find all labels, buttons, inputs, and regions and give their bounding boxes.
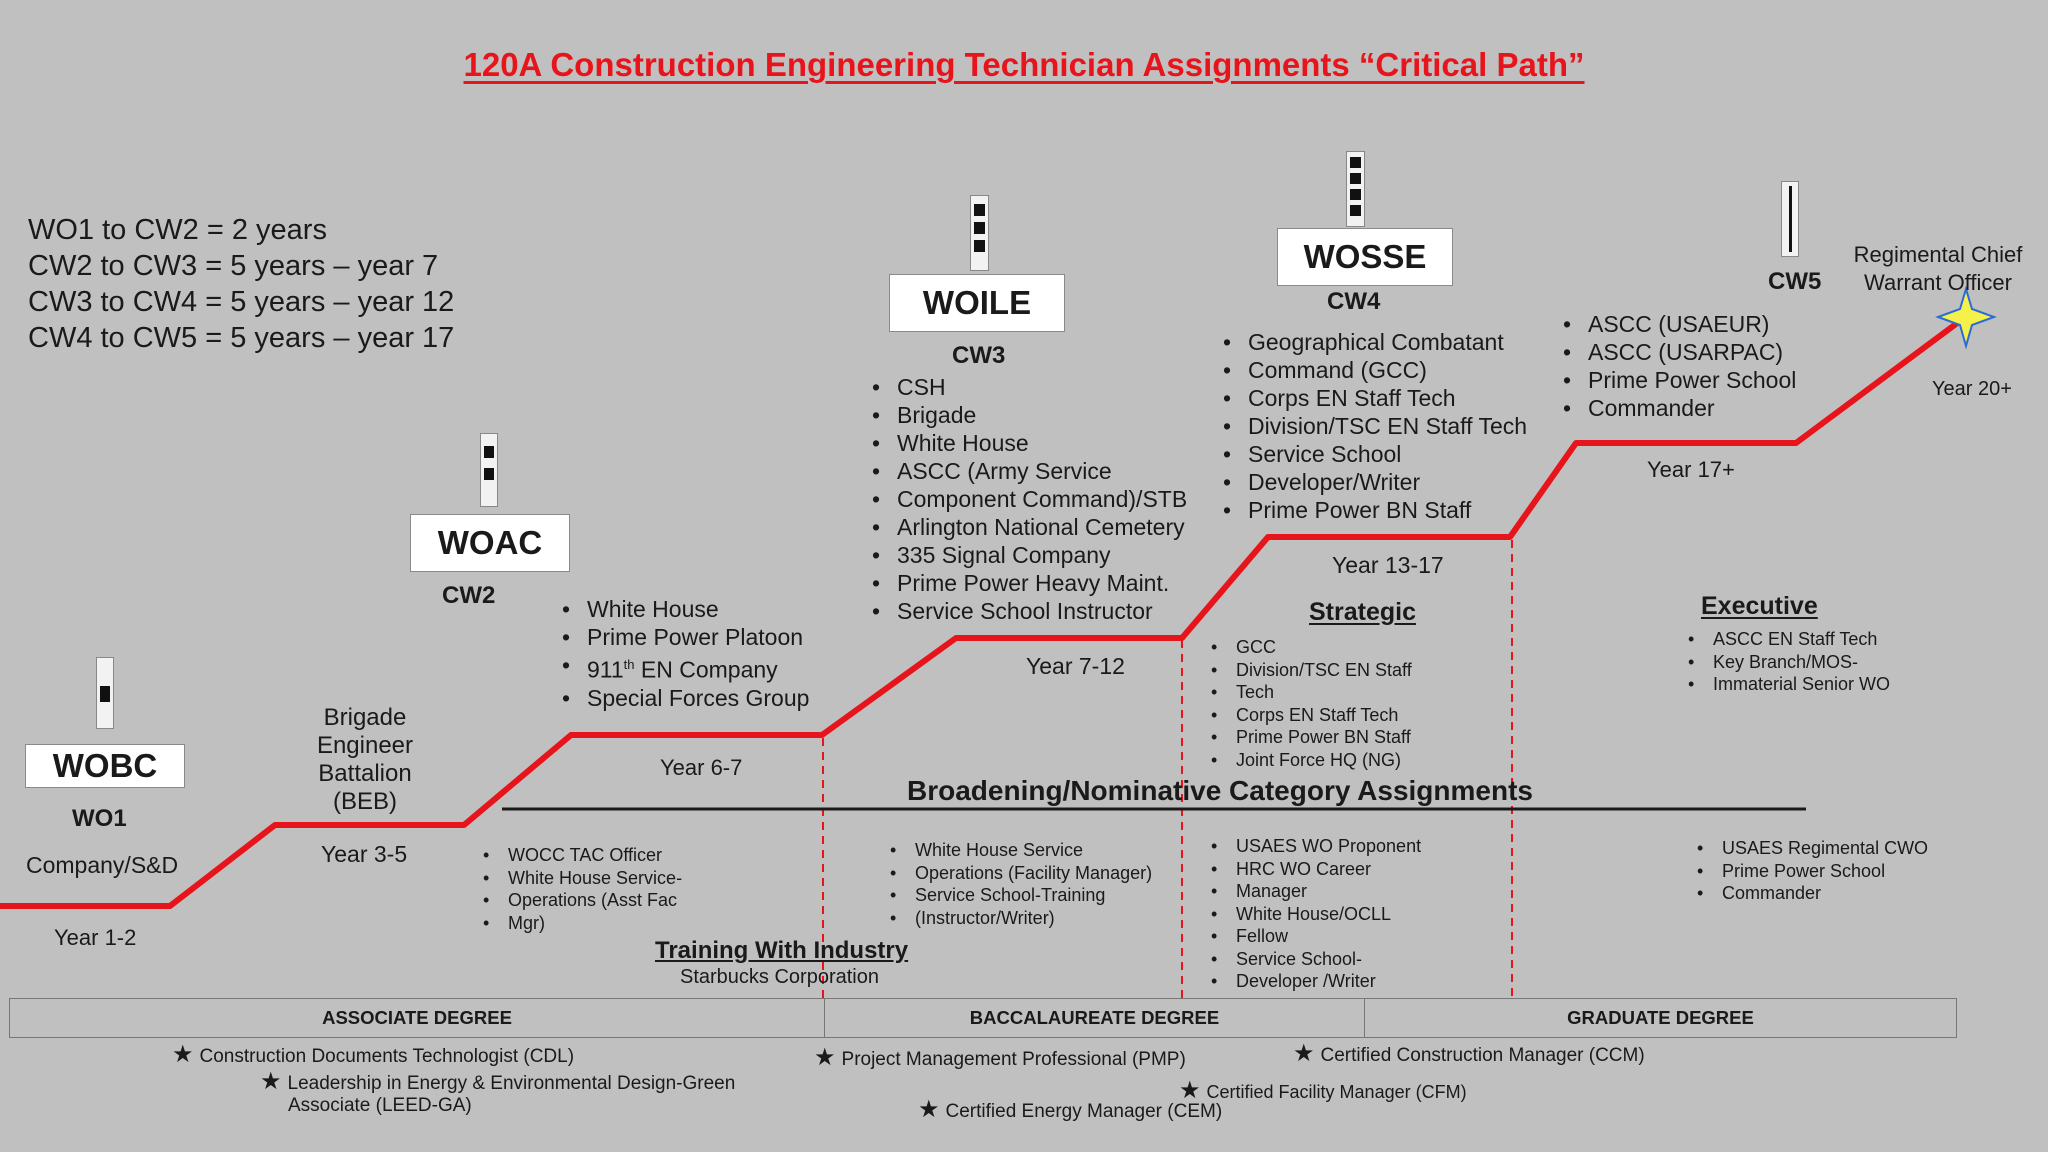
list-item: • Prime Power School — [1559, 366, 1796, 394]
list-item: • Arlington National Cemetery — [868, 513, 1187, 541]
tenure-line: WO1 to CW2 = 2 years — [28, 214, 327, 246]
course-name: WOBC — [52, 747, 158, 784]
twi-company: Starbucks Corporation — [680, 966, 879, 988]
list-item: • Joint Force HQ (NG) — [1207, 749, 1412, 772]
strategic-heading: Strategic — [1309, 598, 1416, 626]
page-title: 120A Construction Engineering Technician Assignments “Critical Path” — [463, 46, 1585, 83]
cert-text: Project Management Professional (PMP) — [841, 1049, 1186, 1070]
broadening-col-1 — [479, 844, 682, 934]
tenure-line: CW3 to CW4 = 5 years – year 12 — [28, 286, 455, 318]
tenure-summary — [28, 212, 454, 356]
rcwo-year: Year 20+ — [1932, 378, 2012, 400]
list-item: • Special Forces Group — [558, 684, 809, 712]
cw4-rank: CW4 — [1327, 288, 1381, 315]
wosse-course-box — [1277, 228, 1453, 286]
list-item-continued: • Command (GCC) — [1219, 356, 1527, 384]
list-item-continued: • Immaterial Senior WO — [1684, 673, 1890, 696]
list-item: • White House — [868, 429, 1187, 457]
list-item: • White House Service — [886, 839, 1152, 862]
wo1-insignia-icon — [96, 657, 114, 729]
list-item-continued: • Commander — [1693, 882, 1928, 905]
list-item: • USAES WO Proponent — [1207, 835, 1421, 858]
list-item: • ASCC EN Staff Tech — [1684, 628, 1890, 651]
list-item-continued: • Fellow — [1207, 925, 1421, 948]
cert-text: Certified Facility Manager (CFM) — [1206, 1082, 1467, 1102]
broadening-col-4 — [1693, 837, 1928, 905]
star-icon: ★ — [1179, 1077, 1201, 1104]
list-item: • Service School-Training — [886, 884, 1152, 907]
list-item: • Division/TSC EN Staff — [1207, 659, 1412, 682]
cert-ccm — [1293, 1042, 1645, 1067]
list-item-continued: • Commander — [1559, 394, 1796, 422]
beb-assignment: Brigade Engineer Battalion (BEB) — [316, 704, 414, 815]
cw5-rank: CW5 — [1768, 268, 1822, 295]
list-item: • Prime Power Platoon — [558, 623, 809, 651]
list-item: • Prime Power School — [1693, 860, 1928, 883]
twi-heading: Training With Industry — [655, 937, 909, 964]
star-icon: ★ — [814, 1044, 836, 1071]
list-item-continued: • (Instructor/Writer) — [886, 907, 1152, 930]
cw4-insignia-icon — [1346, 151, 1365, 227]
cert-cdl — [172, 1043, 574, 1068]
list-item: • White House/OCLL — [1207, 903, 1421, 926]
list-item: • ASCC (USAEUR) — [1559, 310, 1796, 338]
list-item: • Corps EN Staff Tech — [1219, 384, 1527, 412]
cw4-assignments — [1219, 328, 1527, 524]
cw4-year: Year 13-17 — [1332, 552, 1444, 578]
wo1-assignment: Company/S&D — [26, 852, 179, 878]
beb-year: Year 3-5 — [321, 841, 408, 867]
cw3-insignia-icon — [970, 195, 989, 271]
cw3-assignments — [868, 373, 1187, 625]
list-item: • Service School- — [1207, 948, 1421, 971]
executive-heading: Executive — [1701, 592, 1818, 620]
list-item: • 911th EN Company — [558, 651, 809, 684]
list-item: • Service School Instructor — [868, 597, 1187, 625]
cw5-insignia-icon — [1781, 181, 1799, 257]
list-item: • CSH — [868, 373, 1187, 401]
wobc-course-box — [25, 744, 185, 788]
list-item-continued: • Manager — [1207, 880, 1421, 903]
list-item-continued: • Developer/Writer — [1219, 468, 1527, 496]
list-item: • Brigade — [868, 401, 1187, 429]
list-item: • Service School — [1219, 440, 1527, 468]
star-icon: ★ — [918, 1096, 940, 1123]
tenure-line: CW2 to CW3 = 5 years – year 7 — [28, 250, 439, 282]
cw2-insignia-icon — [480, 433, 498, 507]
list-item: • Key Branch/MOS- — [1684, 651, 1890, 674]
wo1-rank: WO1 — [72, 805, 127, 832]
broadening-col-3 — [1207, 835, 1421, 993]
list-item-continued: • Developer /Writer — [1207, 970, 1421, 993]
list-item: • Prime Power Heavy Maint. — [868, 569, 1187, 597]
degree-graduate: GRADUATE DEGREE — [1364, 998, 1957, 1038]
cert-text: Certified Energy Manager (CEM) — [945, 1101, 1223, 1122]
list-item: • USAES Regimental CWO — [1693, 837, 1928, 860]
cw2-assignments — [558, 595, 809, 712]
wo1-year: Year 1-2 — [54, 925, 137, 950]
cert-text: Leadership in Energy & Environmental Design-Green — [287, 1073, 736, 1094]
degree-associate: ASSOCIATE DEGREE — [9, 998, 825, 1038]
star-icon: ★ — [1293, 1040, 1315, 1067]
woile-course-box — [889, 274, 1065, 332]
list-item: • WOCC TAC Officer — [479, 844, 682, 867]
list-item: • White House — [558, 595, 809, 623]
star-icon: ★ — [260, 1068, 282, 1095]
broadening-col-2 — [886, 839, 1152, 929]
cw3-year: Year 7-12 — [1026, 653, 1125, 679]
list-item-continued: • Operations (Asst Fac — [479, 889, 682, 912]
cert-pmp — [814, 1046, 1186, 1071]
rcwo-star-icon — [1938, 289, 1994, 346]
degree-baccalaureate: BACCALAUREATE DEGREE — [824, 998, 1365, 1038]
cw3-rank: CW3 — [952, 342, 1006, 369]
rcwo-label: Regimental Chief Warrant Officer — [1853, 242, 2023, 295]
list-item: • White House Service- — [479, 867, 682, 890]
course-name: WOAC — [437, 524, 543, 561]
list-item: • Prime Power BN Staff — [1219, 496, 1527, 524]
list-item: • 335 Signal Company — [868, 541, 1187, 569]
list-item: • Corps EN Staff Tech — [1207, 704, 1412, 727]
course-name: WOSSE — [1303, 238, 1427, 275]
list-item-continued: • Component Command)/STB — [868, 485, 1187, 513]
cert-text: Construction Documents Technologist (CDL) — [199, 1046, 575, 1067]
tenure-line: CW4 to CW5 = 5 years – year 17 — [28, 322, 455, 354]
star-icon: ★ — [172, 1041, 194, 1068]
list-item-continued: • Operations (Facility Manager) — [886, 862, 1152, 885]
list-item: • HRC WO Career — [1207, 858, 1421, 881]
cert-text: Certified Construction Manager (CCM) — [1320, 1045, 1645, 1066]
list-item: • Division/TSC EN Staff Tech — [1219, 412, 1527, 440]
cert-leed — [260, 1070, 735, 1095]
list-item: • ASCC (Army Service — [868, 457, 1187, 485]
list-item: • GCC — [1207, 636, 1412, 659]
executive-list — [1684, 628, 1890, 696]
woac-course-box — [410, 514, 570, 572]
cw5-assignments — [1559, 310, 1796, 422]
list-item: • Geographical Combatant — [1219, 328, 1527, 356]
broadening-heading: Broadening/Nominative Category Assignments — [907, 775, 1533, 806]
cw5-year: Year 17+ — [1647, 457, 1735, 482]
list-item-continued: • Tech — [1207, 681, 1412, 704]
cw2-rank: CW2 — [442, 582, 496, 609]
list-item-continued: • Mgr) — [479, 912, 682, 935]
cert-cfm — [1179, 1079, 1467, 1104]
cert-cem — [918, 1098, 1222, 1123]
list-item: • ASCC (USARPAC) — [1559, 338, 1796, 366]
cert-leed-continued: Associate (LEED-GA) — [288, 1095, 472, 1116]
course-name: WOILE — [922, 284, 1032, 321]
list-item: • Prime Power BN Staff — [1207, 726, 1412, 749]
cw2-year: Year 6-7 — [660, 755, 743, 780]
strategic-list — [1207, 636, 1412, 771]
